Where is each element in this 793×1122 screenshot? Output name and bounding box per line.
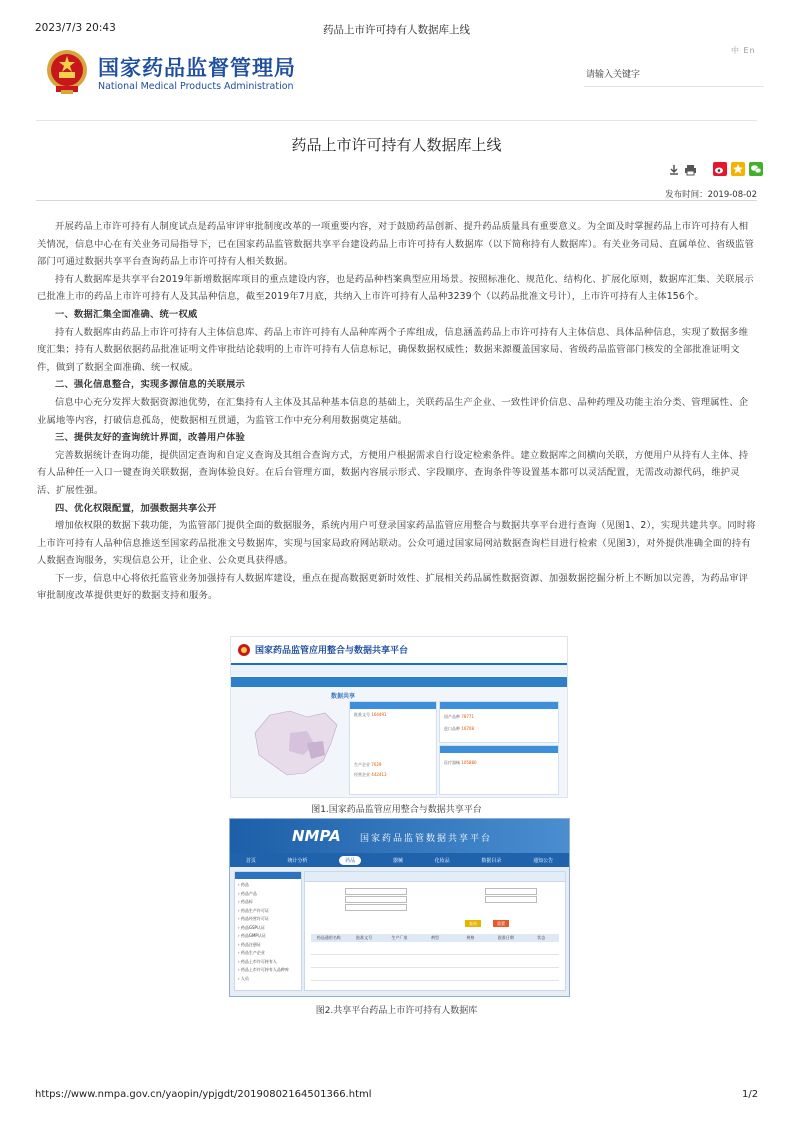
fig2-nav-item[interactable]: 数据目录 (481, 857, 502, 864)
figure-1-screenshot (230, 636, 568, 798)
fig1-stat-panel: 医疗器械 105880 (439, 745, 559, 795)
search-box (584, 62, 764, 87)
fig2-table-header: 剂型 (430, 935, 439, 940)
section-heading: 二、强化信息整合，实现多源信息的关联展示 (55, 379, 245, 391)
fig2-sidebar-item[interactable]: › 药品经营许可证 (238, 916, 269, 921)
article-title: 药品上市许可持有人数据库上线 (291, 136, 502, 154)
paragraph: 增加依权限的数据下载功能，为监管部门提供全面的数据服务，系统内用户可登录国家药品监管应用整合与数据共享平台进行查询（见图1、2），实现共建共享。同时将上市许可持有人品种信息推送至国家药品批准文号数据库，实现与国家局政府网站联动。公众可通过国家局网站数据查询栏目进行检索（见图3），对外提供准确全面的持有人数据查询服务，实现信息公开，让企业、公众更具获得感。 (37, 520, 756, 567)
fig2-sidebar-item[interactable]: › 药品 (238, 882, 249, 887)
paragraph: 开展药品上市许可持有人制度试点是药品审评审批制度改革的一项重要内容，对于鼓励药品创新、提升药品质量具有重要意义。为全面及时掌握药品上市许可持有人相关情况，信息中心在有关业务司局指导下，已在国家药品监管数据共享平台建设药品上市许可持有人数据库（以下简称持有人数据库）。有关业务司局、直属单位、省级监管部门可通过数据共享平台查询药品上市许可持有人相关数据。 (37, 221, 755, 268)
paragraph: 完善数据统计查询功能，提供固定查询和自定义查询及其组合查询方式，方便用户根据需求自行设定检索条件。建立数据库之间横向关联，方便用户从持有人主体、持有人品种任一入口一键查询关联数据，查询体验良好。在后台管理方面，数据内容展示形式、字段顺序、查询条件等设置基本都可以灵活配置，无需改动源代码，维护灵活、扩展性强。 (37, 449, 749, 496)
footer-url[interactable]: https://www.nmpa.gov.cn/yaopin/ypjgdt/20190802164501366.html (35, 1089, 372, 1100)
search-input[interactable] (584, 66, 758, 84)
fig2-sidebar-item[interactable]: › 药品生产许可证 (238, 907, 269, 913)
fig1-nav-bar (231, 677, 567, 687)
figure-2-caption: 图2.共享平台药品上市许可持有人数据库 (315, 1006, 478, 1016)
fig2-table-header: 规格 (466, 935, 475, 940)
qzone-share-icon[interactable] (731, 161, 745, 180)
wechat-share-icon[interactable] (749, 161, 763, 180)
fig2-sidebar-item[interactable]: › 药品上市许可持有人品种库 (238, 967, 289, 972)
language-switch[interactable]: 中 En (731, 46, 756, 55)
paragraph: 信息中心充分发挥大数据资源池优势，在汇集持有人主体及其品种基本信息的基础上，关联药品生产企业、一致性评价信息、品种药理及功能主治分类、管理属性、企业属地等内容，打破信息孤岛，使数据相互贯通，为监管工作中充分利用数据奠定基础。 (37, 396, 749, 426)
fig2-nav-item[interactable]: 统计分析 (287, 857, 308, 864)
fig2-reset-button[interactable]: 重置 (493, 920, 509, 927)
publish-date: 发布时间：2019-08-02 (665, 190, 757, 200)
print-page-title: 药品上市许可持有人数据库上线 (323, 24, 470, 36)
fig1-app-header (231, 637, 567, 665)
section-heading: 一、数据汇集全面准确、统一权威 (55, 308, 198, 320)
emblem-icon (44, 48, 90, 96)
fig2-sidebar-item[interactable]: › 药品生产企业 (238, 950, 265, 955)
section-heading: 四、优化权限配置，加强数据共享公开 (55, 502, 217, 514)
fig2-sidebar-item[interactable]: › 药品上市许可持有人 (238, 958, 277, 964)
fig1-stat-panel: 批准文号 164491 生产企业 7629 经营企业 442413 (349, 701, 437, 795)
divider (36, 200, 757, 201)
fig2-main (304, 871, 566, 991)
china-map-icon (245, 703, 345, 783)
fig2-nav-item[interactable]: 首页 (245, 857, 256, 864)
fig1-app-title: 国家药品监管应用整合与数据共享平台 (255, 646, 409, 656)
download-icon[interactable] (668, 161, 680, 180)
fig1-section-title: 数据共享 (331, 693, 356, 700)
fig1-notice-bar (231, 665, 567, 675)
paragraph: 持有人数据库由药品上市许可持有人主体信息库、药品上市许可持有人品种库两个子库组成，信息涵盖药品上市许可持有人主体信息、具体品种信息，实现了数据多维度汇集；持有人数据依据药品批准证明文件审批结论载明的上市许可持有人信息标记，确保数据权威性；数据来源覆盖国家局、省级药品监管部门核发的全部批准证明文件，做到了数据全面准确、统一权威。 (37, 326, 749, 373)
fig2-sidebar-item[interactable]: › 药品GSP认证 (238, 924, 265, 930)
site-name-cn[interactable]: 国家药品监督管理局 (98, 56, 296, 80)
fig2-search-button[interactable]: 查询 (465, 920, 481, 927)
fig2-nav-item[interactable]: 通知公告 (533, 857, 554, 864)
paragraph: 持有人数据库是共享平台2019年新增数据库项目的重点建设内容，也是药品种档案典型应用场景。按照标准化、规范化、结构化、扩展化原则，数据库汇集、关联展示已批准上市的药品上市许可持有人及其品种信息，截至2019年7月底，共纳入上市许可持有人品种3239个（以药品批准文号计），上市许可持有人主体156个。 (37, 273, 754, 303)
fig2-table-header: 药品通用名称 (316, 935, 341, 940)
fig2-nav-item[interactable]: 药品 (339, 856, 361, 865)
fig2-platform-title: 国家药品监管数据共享平台 (360, 834, 493, 844)
fig2-sidebar (234, 871, 302, 991)
fig1-stat-panel: 国产品种 78771 进口品种 16708 (439, 701, 559, 743)
fig2-nav-item[interactable]: 器械 (392, 857, 403, 864)
fig2-sidebar-item[interactable]: › 药品GMP认证 (238, 933, 266, 938)
fig2-nav (230, 853, 569, 867)
national-emblem-logo[interactable] (44, 48, 90, 96)
weibo-share-icon[interactable] (713, 161, 727, 180)
fig2-sidebar-item[interactable]: › 药品产品 (238, 890, 257, 896)
paragraph: 下一步，信息中心将依托监管业务加强持有人数据库建设，重点在提高数据更新时效性、扩展相关药品属性数据资源、加强数据挖掘分析上不断加以完善，为药品审评审批制度改革提供更好的数据支持和服务。 (37, 572, 749, 602)
fig2-sidebar-item[interactable]: › 药品注册证 (238, 941, 261, 947)
footer-page-number: 1/2 (742, 1089, 759, 1100)
print-icon[interactable] (684, 161, 697, 180)
fig2-table-header: 状态 (537, 935, 546, 940)
fig2-sidebar-item[interactable]: › 人员 (238, 975, 249, 981)
article-tools (668, 162, 763, 178)
fig2-table (311, 934, 559, 981)
fig2-search-form (315, 886, 555, 932)
site-name-en[interactable]: National Medical Products Administration (98, 81, 294, 92)
fig2-sidebar-item[interactable]: › 药品标 (238, 899, 253, 904)
figure-2-screenshot (229, 818, 570, 997)
fig2-table-header: 批准日期 (497, 935, 514, 940)
section-heading: 三、提供友好的查询统计界面，改善用户体验 (55, 432, 245, 444)
fig2-table-header: 生产厂家 (391, 935, 408, 940)
article-body (37, 218, 757, 605)
fig2-banner (230, 819, 569, 853)
fig2-nav-item[interactable]: 化妆品 (434, 857, 450, 864)
divider (36, 120, 757, 121)
fig2-brand: NMPA (292, 827, 341, 845)
emblem-icon (237, 643, 251, 657)
figure-1-caption: 图1.国家药品监管应用整合与数据共享平台 (311, 805, 482, 815)
print-datetime: 2023/7/3 20:43 (35, 22, 116, 34)
fig2-table-header: 批准文号 (356, 935, 373, 940)
